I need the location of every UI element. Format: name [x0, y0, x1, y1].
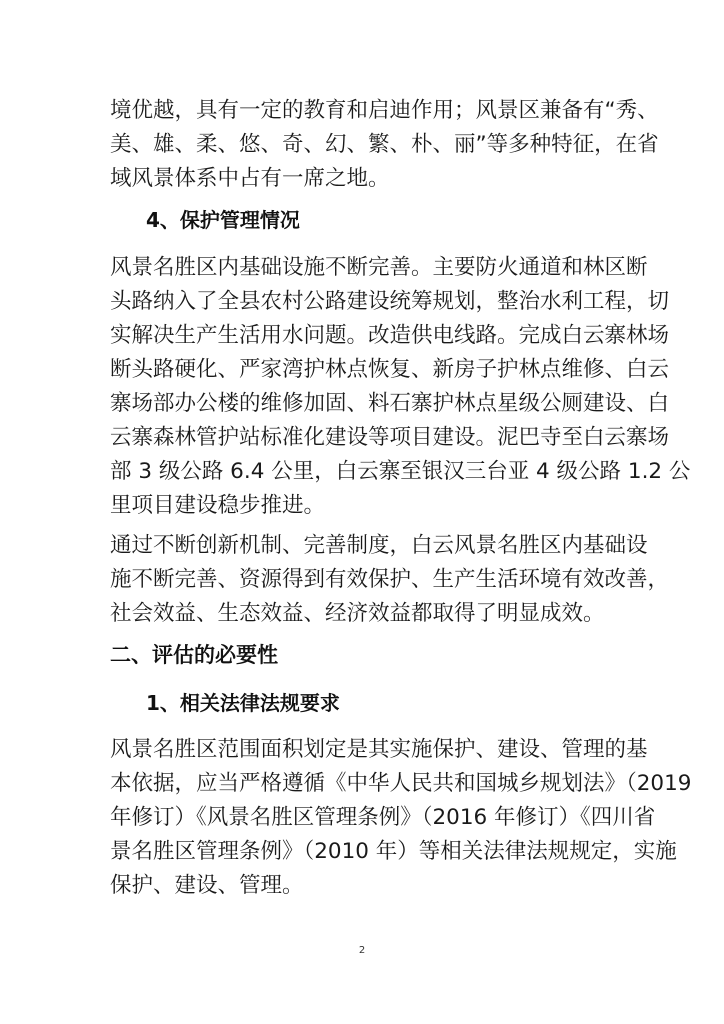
paragraph-4-line-1: 风景名胜区范围面积划定是其实施保护、建设、管理的基: [110, 737, 648, 762]
paragraph-3-line-2: 施不断完善、资源得到有效保护、生产生活环境有效改善，: [110, 567, 670, 592]
subsection-heading-legal-requirements: 1、相关法律法规要求: [146, 691, 340, 715]
paragraph-2-line-2: 头路纳入了全县农村公路建设统筹规划，整治水利工程，切: [110, 289, 670, 314]
paragraph-4-line-3: 年修订）《风景名胜区管理条例》（2016 年修订）《四川省: [110, 805, 656, 830]
paragraph-1-line-1: 境优越，具有一定的教育和启迪作用；风景区兼备有“秀、: [110, 98, 659, 123]
section-heading-necessity: 二、评估的必要性: [110, 643, 278, 667]
paragraph-4-line-2: 本依据，应当严格遵循《中华人民共和国城乡规划法》（2019: [110, 771, 692, 796]
page-number: 2: [358, 945, 366, 956]
paragraph-4-line-4: 景名胜区管理条例》（2010 年）等相关法律法规规定，实施: [110, 839, 677, 864]
paragraph-3-line-3: 社会效益、生态效益、经济效益都取得了明显成效。: [110, 601, 605, 626]
paragraph-2-line-6: 云寨森林管护站标准化建设等项目建设。泥巴寺至白云寨场: [110, 425, 670, 450]
paragraph-2-line-4: 断头路硬化、严家湾护林点恢复、新房子护林点维修、白云: [110, 357, 670, 382]
paragraph-2-line-5: 寨场部办公楼的维修加固、料石寨护林点星级公厕建设、白: [110, 391, 670, 416]
paragraph-1-line-2: 美、雄、柔、悠、奇、幻、繁、朴、丽”等多种特征，在省: [110, 132, 659, 157]
paragraph-1-line-3: 域风景体系中占有一席之地。: [110, 166, 390, 191]
subsection-heading-protection-management: 4、保护管理情况: [146, 208, 300, 232]
paragraph-2-line-1: 风景名胜区内基础设施不断完善。主要防火通道和林区断: [110, 255, 648, 280]
paragraph-2-line-7: 部 3 级公路 6.4 公里，白云寨至银汉三台亚 4 级公路 1.2 公: [110, 459, 691, 484]
paragraph-2-line-3: 实解决生产生活用水问题。改造供电线路。完成白云寨林场: [110, 323, 670, 348]
paragraph-2-line-8: 里项目建设稳步推进。: [110, 493, 326, 518]
paragraph-4-line-5: 保护、建设、管理。: [110, 873, 304, 898]
paragraph-3-line-1: 通过不断创新机制、完善制度，白云风景名胜区内基础设: [110, 533, 648, 558]
